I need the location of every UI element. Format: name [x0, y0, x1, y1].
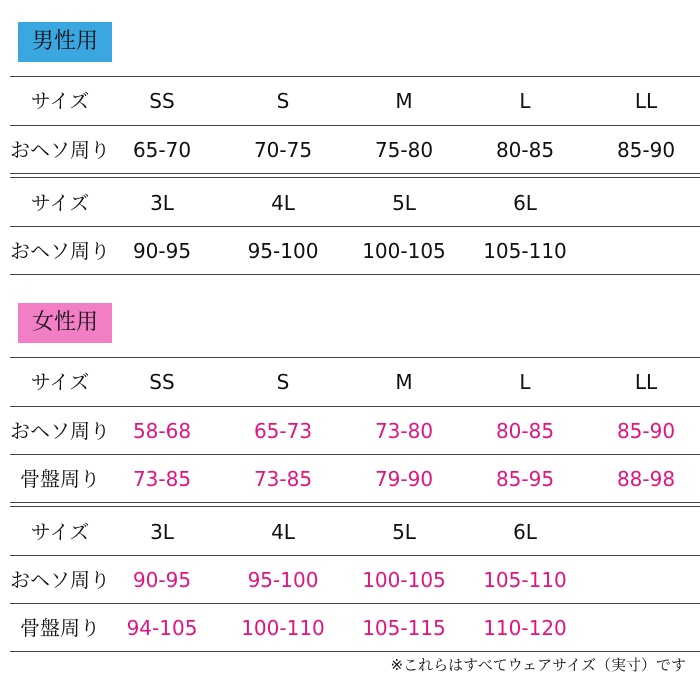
- size-cell: 5L: [392, 191, 416, 215]
- divider: [10, 651, 700, 652]
- footnote: ※これらはすべてウェアサイズ（実寸）です: [390, 656, 686, 674]
- hip-cell: 110-120: [483, 616, 567, 640]
- size-cell: 3L: [150, 520, 174, 544]
- waist-cell: 73-80: [374, 419, 434, 443]
- size-cell: S: [276, 89, 290, 113]
- hip-cell: 73-85: [253, 467, 313, 491]
- double-divider: [10, 502, 700, 507]
- size-cell: S: [276, 370, 290, 394]
- hip-cell: 105-115: [362, 616, 446, 640]
- size-cell: L: [519, 370, 531, 394]
- size-cell: 6L: [513, 520, 537, 544]
- waist-row-label: おヘソ周り: [10, 239, 110, 263]
- waist-cell: 95-100: [247, 239, 319, 263]
- waist-cell: 90-95: [132, 568, 192, 592]
- mens-waist-row-1: [0, 126, 700, 174]
- hip-cell: 88-98: [616, 467, 676, 491]
- size-row-label: サイズ: [30, 370, 90, 394]
- waist-cell: 80-85: [495, 419, 555, 443]
- waist-cell: 90-95: [132, 239, 192, 263]
- waist-cell: 65-70: [132, 138, 192, 162]
- waist-cell: 105-110: [483, 239, 567, 263]
- size-cell: SS: [149, 89, 175, 113]
- size-cell: 5L: [392, 520, 416, 544]
- hip-row-label: 骨盤周り: [20, 467, 100, 491]
- waist-cell: 100-105: [362, 239, 446, 263]
- waist-cell: 75-80: [374, 138, 434, 162]
- hip-cell: 94-105: [126, 616, 198, 640]
- womens-waist-row-2: [0, 556, 700, 604]
- waist-cell: 85-90: [616, 419, 676, 443]
- size-cell: 6L: [513, 191, 537, 215]
- size-cell: LL: [634, 370, 658, 394]
- waist-cell: 65-73: [253, 419, 313, 443]
- hip-cell: 73-85: [132, 467, 192, 491]
- mens-size-row-1: [0, 77, 700, 125]
- size-cell: 4L: [271, 520, 295, 544]
- waist-row-label: おヘソ周り: [10, 138, 110, 162]
- size-row-label: サイズ: [30, 89, 90, 113]
- size-cell: 3L: [150, 191, 174, 215]
- size-cell: 4L: [271, 191, 295, 215]
- size-cell: M: [395, 370, 413, 394]
- size-row-label: サイズ: [30, 191, 90, 215]
- womens-size-row-2: [0, 508, 700, 556]
- hip-cell: 79-90: [374, 467, 434, 491]
- womens-section-badge: 女性用: [18, 303, 112, 343]
- waist-cell: 100-105: [362, 568, 446, 592]
- womens-size-row-1: [0, 358, 700, 406]
- hip-row-label: 骨盤周り: [20, 616, 100, 640]
- mens-section-badge: 男性用: [18, 22, 112, 62]
- waist-row-label: おヘソ周り: [10, 568, 110, 592]
- womens-waist-row-1: [0, 407, 700, 455]
- size-cell: M: [395, 89, 413, 113]
- waist-cell: 70-75: [253, 138, 313, 162]
- waist-cell: 58-68: [132, 419, 192, 443]
- womens-hip-row-1: [0, 455, 700, 503]
- waist-cell: 95-100: [247, 568, 319, 592]
- divider: [10, 274, 700, 275]
- waist-cell: 85-90: [616, 138, 676, 162]
- waist-row-label: おヘソ周り: [10, 419, 110, 443]
- size-row-label: サイズ: [30, 520, 90, 544]
- womens-hip-row-2: [0, 604, 700, 652]
- mens-waist-row-2: [0, 227, 700, 275]
- size-cell: LL: [634, 89, 658, 113]
- size-cell: L: [519, 89, 531, 113]
- waist-cell: 105-110: [483, 568, 567, 592]
- mens-size-row-2: [0, 179, 700, 227]
- hip-cell: 100-110: [241, 616, 325, 640]
- waist-cell: 80-85: [495, 138, 555, 162]
- hip-cell: 85-95: [495, 467, 555, 491]
- size-cell: SS: [149, 370, 175, 394]
- double-divider: [10, 173, 700, 178]
